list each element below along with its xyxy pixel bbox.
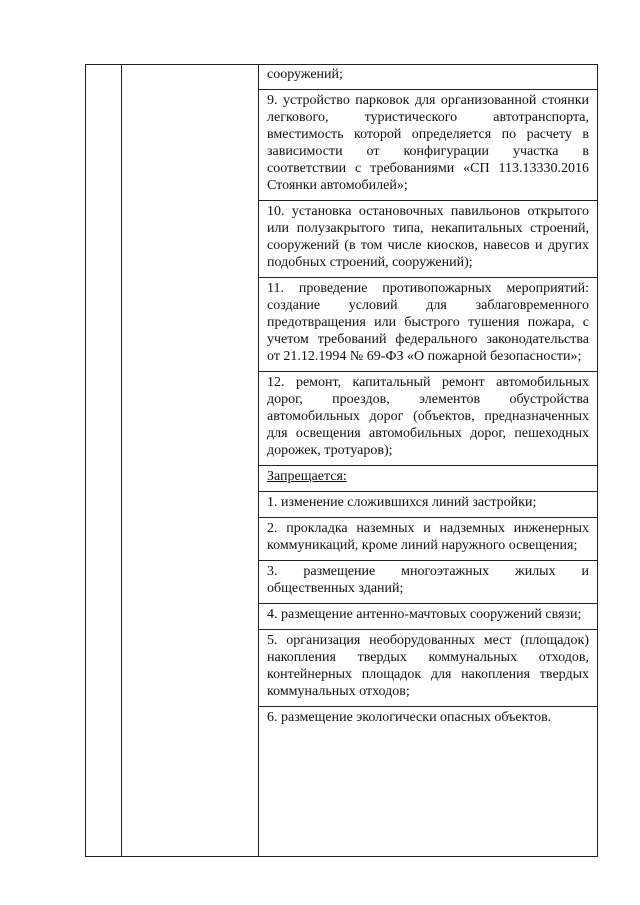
paragraph: 6. размещение экологически опасных объектов. <box>267 710 552 725</box>
column-divider-1 <box>121 65 122 856</box>
paragraph: 10. установка остановочных павильонов открытого или полузакрытого типа, некапитальных строений, сооружений (в том числе киосков, навесов и других подобных строений, сооружений); <box>259 201 597 278</box>
paragraph: 9. устройство парковок для организованной стоянки легкового, туристического автотранспорта, вместимость которой определяется по расчету в зависимости от конфигурации участка в соответствии с требованиями «СП 113.13330.2016 Стоянки автомобилей»; <box>259 90 597 201</box>
document-table <box>85 64 598 857</box>
section-heading <box>259 466 597 492</box>
paragraph: 5. организация необорудованных мест (площадок) накопления твердых коммунальных отходов, контейнерных площадок для накопления твердых коммунальных отходов; <box>259 630 597 707</box>
paragraph: 11. проведение противопожарных мероприятий: создание условий для заблаговременного предотвращения или быстрого тушения пожара, с учетом требований федерального законодательства от 21.12.1994 № 69-ФЗ «О пожарной безопасности»; <box>259 278 597 372</box>
table-cell-content <box>259 65 597 732</box>
paragraph: 3. размещение многоэтажных жилых и общественных зданий; <box>259 561 597 604</box>
paragraph: 4. размещение антенно-мачтовых сооружений связи; <box>259 604 597 630</box>
paragraph: 12. ремонт, капитальный ремонт автомобильных дорог, проездов, элементов обустройства автомобильных дорог (объектов, предназначенных для освещения автомобильных дорог, пешеходных дорожек, тротуаров); <box>259 372 597 466</box>
paragraph: 1. изменение сложившихся линий застройки; <box>259 492 597 518</box>
section-heading-text: Запрещается: <box>267 469 347 484</box>
paragraph: сооружений; <box>259 65 597 90</box>
paragraph: 2. прокладка наземных и надземных инженерных коммуникаций, кроме линий наружного освещения; <box>259 518 597 561</box>
